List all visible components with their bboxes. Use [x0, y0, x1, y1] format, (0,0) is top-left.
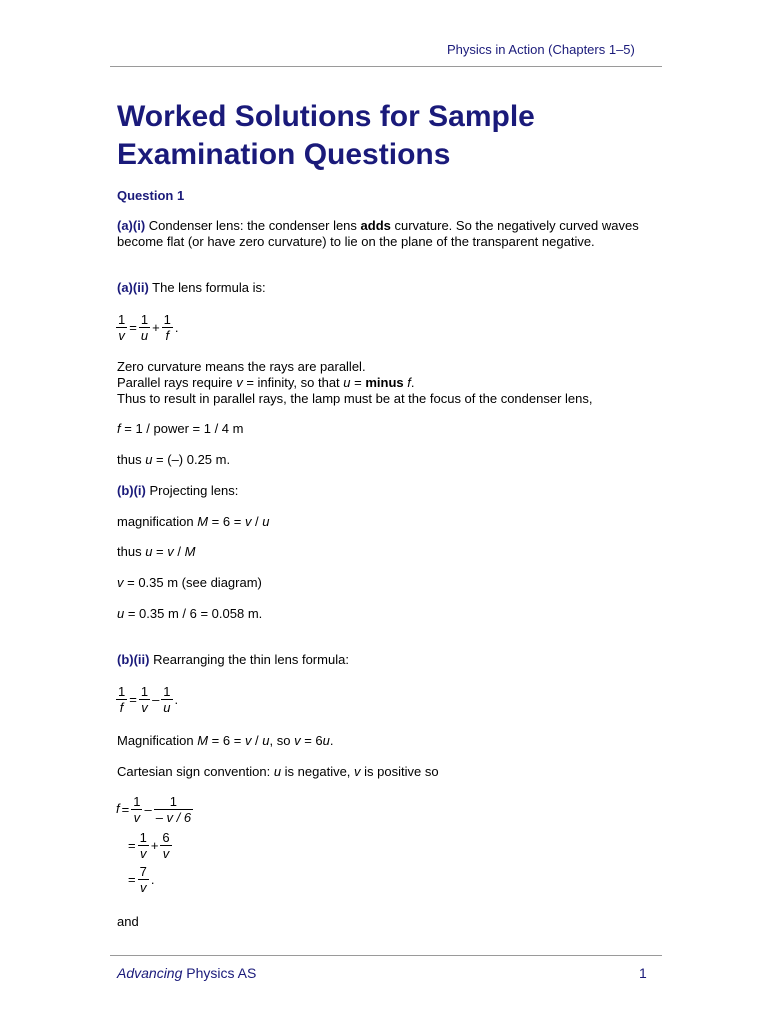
fraction: $\frac{1}{v}$	[118, 312, 126, 343]
header-divider	[110, 66, 662, 67]
answer-a-i	[117, 218, 657, 250]
fraction: $\frac{1}{v}$	[133, 794, 141, 825]
magnification-relation-line: Magnification M = 6 = v / u, so v = 6u.	[117, 733, 334, 748]
answer-text: Projecting lens:	[145, 483, 239, 498]
answer-text: curvature. So the negatively curved waves become flat (or have zero curvature) to lie on the plane of the transparent negative.	[117, 218, 639, 249]
thin-lens-rearranged-equation: $\frac{1}{f}$ = $\frac{1}{v}$ – $\frac{1}{u}$ .	[118, 684, 179, 715]
page-title: Worked Solutions for Sample Examination Questions	[117, 100, 535, 171]
answer-b-i	[117, 483, 657, 499]
page-number: 1	[639, 965, 647, 981]
parallel-rays-paragraph	[117, 359, 657, 407]
question-heading: Question 1	[117, 188, 185, 203]
fraction: $\frac{1}{v}$	[139, 830, 147, 861]
text-line: Zero curvature means the rays are parallel.	[117, 359, 366, 374]
answer-text: Rearranging the thin lens formula:	[149, 652, 349, 667]
fraction: $\frac{1}{- v / 6}$	[155, 794, 192, 825]
part-label-a-ii: (a)(ii)	[117, 280, 149, 295]
continuation-word: and	[117, 914, 139, 929]
fraction: $\frac{1}{v}$	[140, 684, 149, 715]
object-distance-result-line: u = 0.35 m / 6 = 0.058 m.	[117, 606, 263, 621]
text-line: Thus to result in parallel rays, the lamp must be at the focus of the condenser lens,	[117, 391, 593, 406]
focal-length-derivation-row-2: = $\frac{1}{v}$ + $\frac{6}{v}$	[128, 830, 170, 861]
lens-formula-equation: $\frac{1}{v}$ = $\frac{1}{u}$ + $\frac{1}{f}$ .	[118, 312, 179, 343]
part-label-a-i: (a)(i)	[117, 218, 146, 233]
text-line: Parallel rays require v = infinity, so that u = minus f.	[117, 375, 415, 390]
focal-length-line: f = 1 / power = 1 / 4 m	[117, 421, 244, 436]
focal-length-derivation-row-3: = $\frac{7}{v}$ .	[128, 864, 155, 895]
rearranged-u-line: thus u = v / M	[117, 544, 196, 559]
running-header: Physics in Action (Chapters 1–5)	[447, 42, 635, 57]
footer-book-title: Advancing Physics AS	[117, 965, 257, 981]
answer-a-ii	[117, 280, 657, 296]
fraction: $\frac{1}{u}$	[163, 684, 171, 715]
fraction: $\frac{1}{f}$	[163, 312, 171, 343]
fraction: $\frac{1}{f}$	[118, 684, 126, 715]
fraction: $\frac{7}{v}$	[139, 864, 147, 895]
part-label-b-ii: (b)(ii)	[117, 652, 150, 667]
footer-divider	[110, 955, 662, 956]
focal-length-derivation-row-1: f = $\frac{1}{v}$ – $\frac{1}{- v / 6}$	[116, 794, 192, 825]
answer-text: The lens formula is:	[148, 280, 266, 295]
answer-b-ii	[117, 652, 657, 668]
sign-convention-line: Cartesian sign convention: u is negative, v is positive so	[117, 764, 439, 779]
answer-text: Condenser lens: the condenser lens	[145, 218, 361, 233]
magnification-line: magnification M = 6 = v / u	[117, 514, 270, 529]
fraction: $\frac{1}{u}$	[140, 312, 149, 343]
object-distance-line: thus u = (–) 0.25 m.	[117, 452, 231, 467]
image-distance-line: v = 0.35 m (see diagram)	[117, 575, 262, 590]
part-label-b-i: (b)(i)	[117, 483, 146, 498]
fraction: $\frac{6}{v}$	[162, 830, 170, 861]
emphasis: adds	[360, 218, 391, 233]
